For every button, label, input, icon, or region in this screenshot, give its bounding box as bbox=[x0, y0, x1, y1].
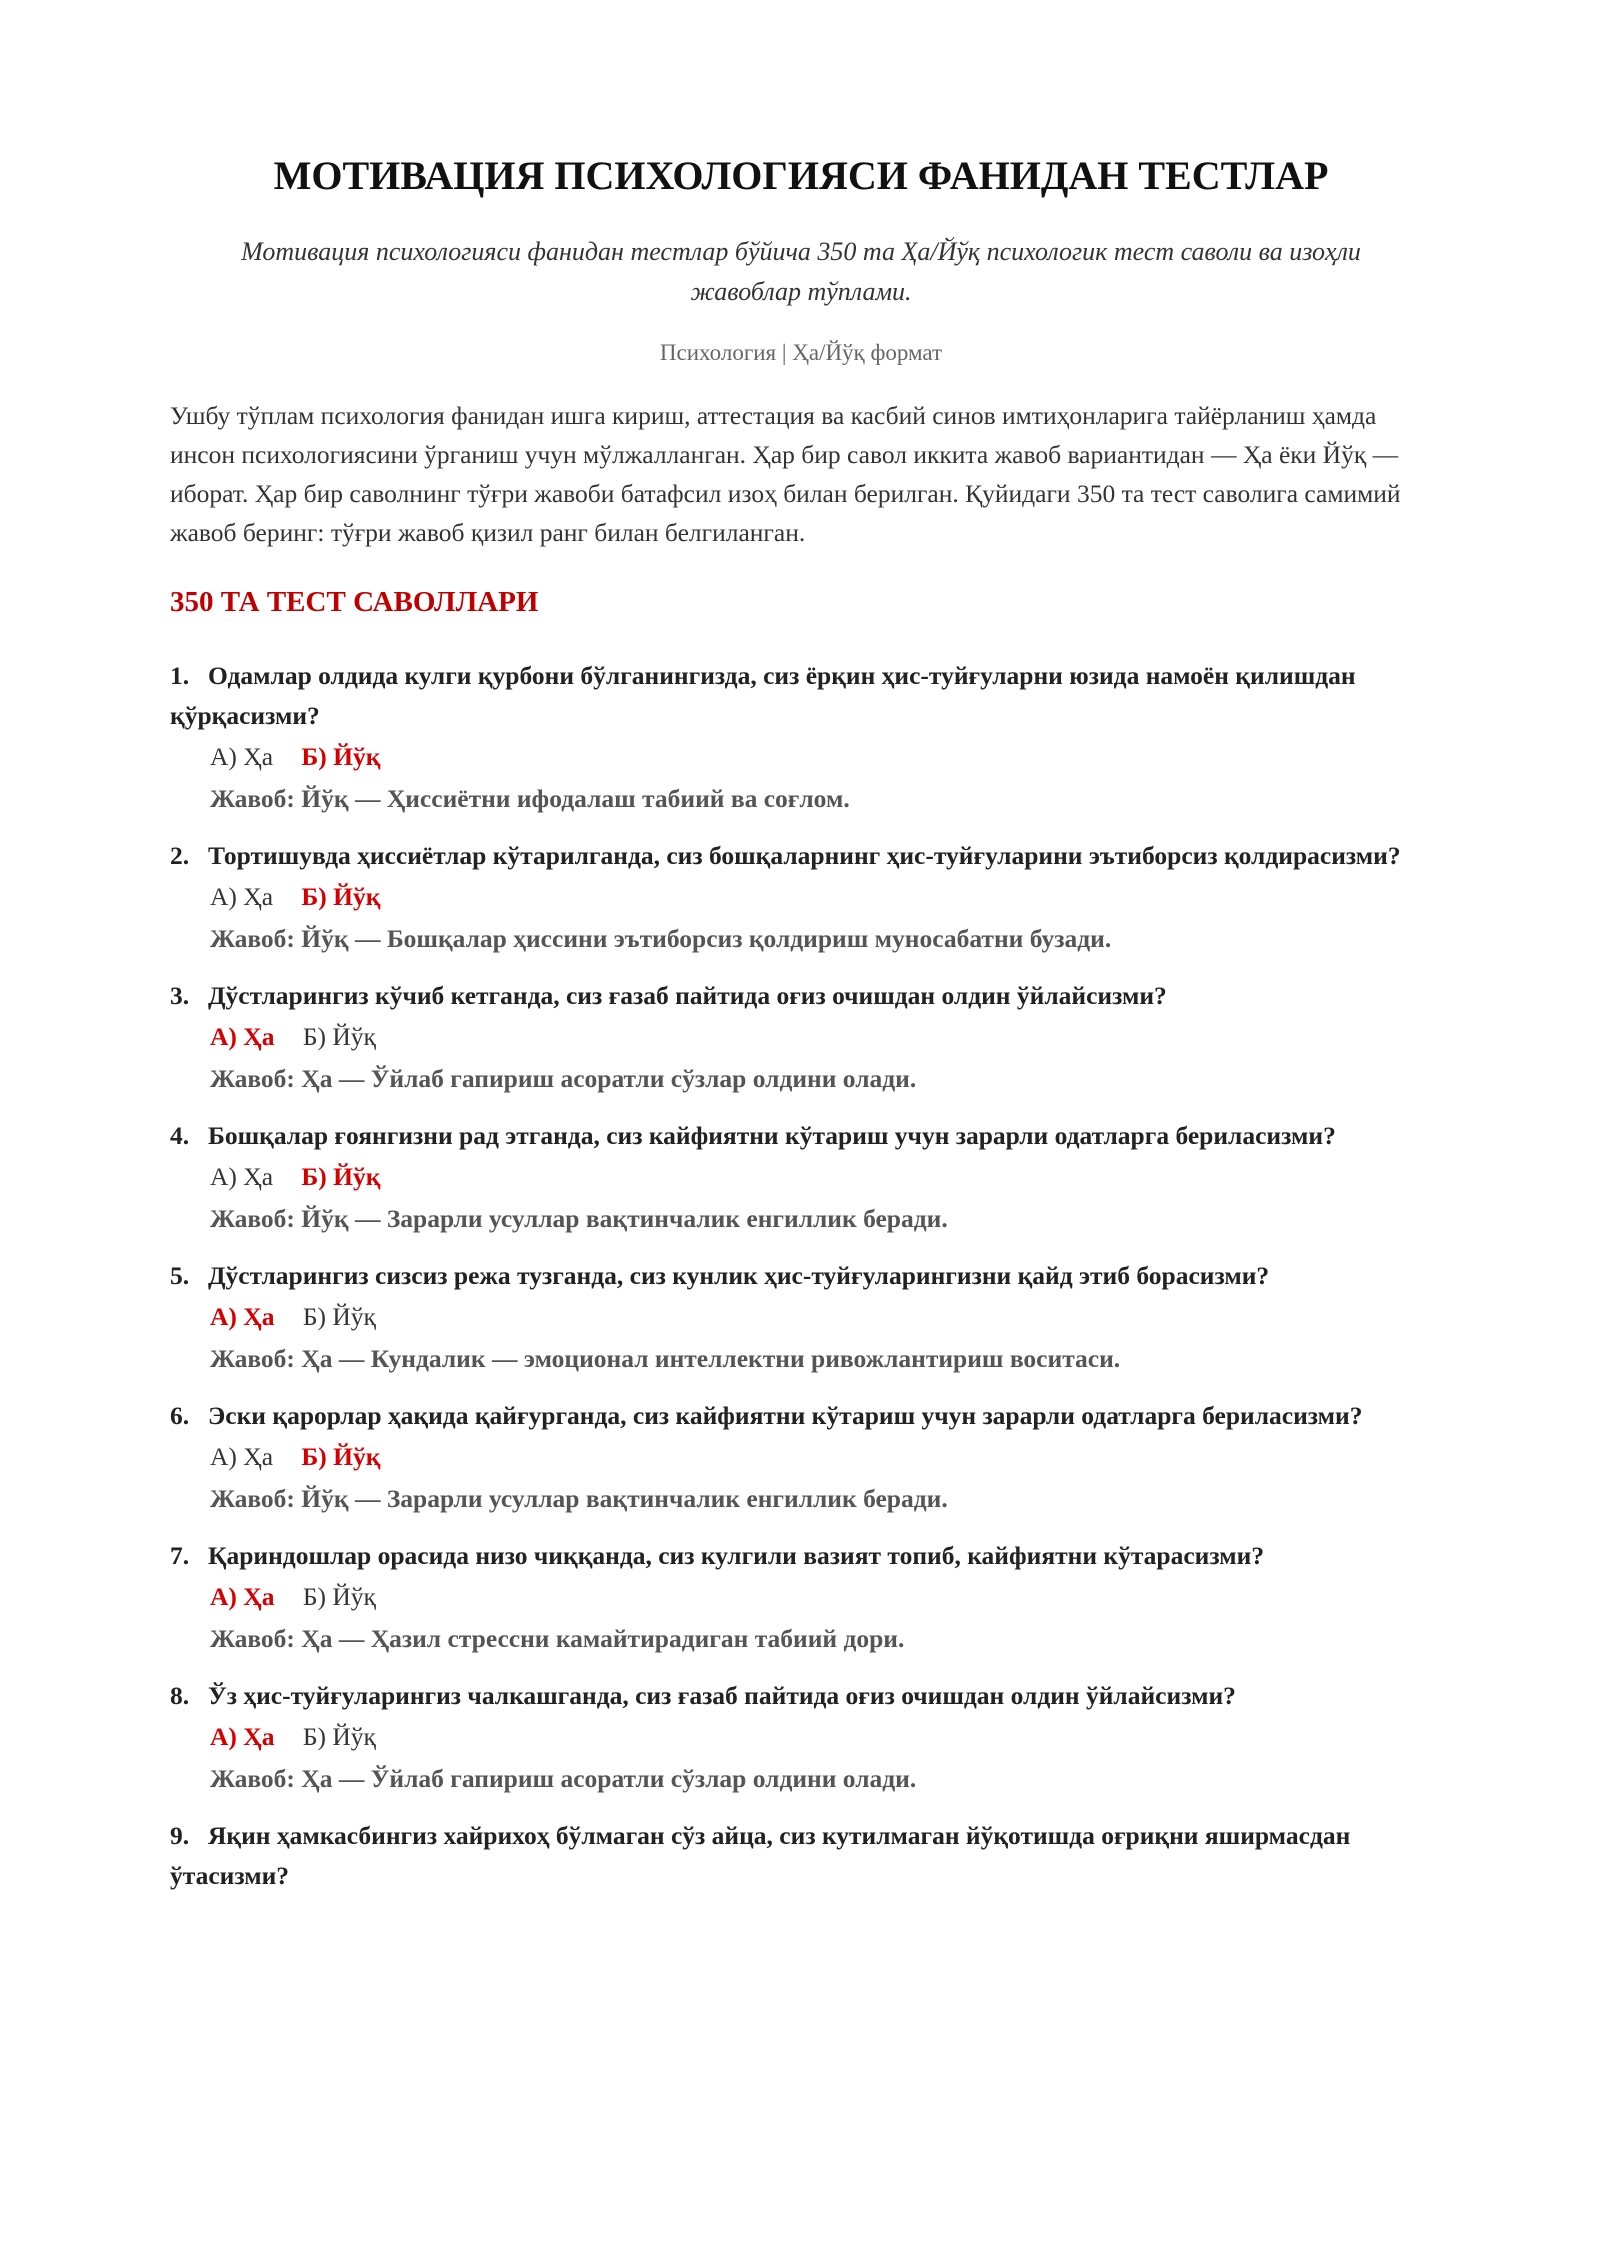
option-a[interactable]: А) Ҳа bbox=[210, 742, 274, 771]
question-item bbox=[170, 1396, 1432, 1520]
question-number: 7. bbox=[170, 1541, 190, 1570]
question-label: Дўстларингиз сизсиз режа тузганда, сиз кунлик ҳис-туйғуларингизни қайд этиб борасизми? bbox=[208, 1261, 1270, 1290]
option-a[interactable]: А) Ҳа bbox=[210, 1302, 275, 1331]
question-text bbox=[170, 1676, 1432, 1716]
answer-options bbox=[170, 1436, 1432, 1478]
option-a[interactable]: А) Ҳа bbox=[210, 1022, 275, 1051]
answer-explanation: Жавоб: Йўқ — Ҳиссиётни ифодалаш табиий ва соғлом. bbox=[210, 784, 850, 813]
section-heading: 350 ТА ТЕСТ САВОЛЛАРИ bbox=[170, 586, 539, 618]
question-number: 3. bbox=[170, 981, 190, 1010]
answer-options bbox=[170, 1576, 1432, 1618]
option-b[interactable]: Б) Йўқ bbox=[302, 1302, 376, 1331]
question-label: Одамлар олдида кулги қурбони бўлганингизда, сиз ёрқин ҳис-туйғуларни юзида намоён қилишдан қўрқасизми? bbox=[170, 661, 1356, 730]
answer-options bbox=[170, 1716, 1432, 1758]
answer-explanation: Жавоб: Йўқ — Зарарли усуллар вақтинчалик енгиллик беради. bbox=[210, 1484, 948, 1513]
question-text bbox=[170, 1536, 1432, 1576]
question-number: 5. bbox=[170, 1261, 190, 1290]
option-b[interactable]: Б) Йўқ bbox=[301, 1442, 381, 1471]
question-number: 9. bbox=[170, 1821, 190, 1850]
question-text bbox=[170, 1396, 1432, 1436]
question-text bbox=[170, 1116, 1432, 1156]
question-item bbox=[170, 1676, 1432, 1800]
question-text bbox=[170, 1816, 1432, 1896]
answer-options bbox=[170, 876, 1432, 918]
answer-options bbox=[170, 736, 1432, 778]
question-number: 2. bbox=[170, 841, 190, 870]
answer-options bbox=[170, 1296, 1432, 1338]
answer-explanation: Жавоб: Ҳа — Кундалик — эмоционал интеллектни ривожлантириш воситаси. bbox=[210, 1344, 1121, 1373]
answer-explanation: Жавоб: Ҳа — Ўйлаб гапириш асоратли сўзлар олдини олади. bbox=[210, 1764, 917, 1793]
option-b[interactable]: Б) Йўқ bbox=[302, 1722, 376, 1751]
question-label: Яқин ҳамкасбингиз хайрихоҳ бўлмаган сўз айца, сиз кутилмаган йўқотишда оғриқни яширмасдан ўтасизми? bbox=[170, 1821, 1351, 1890]
answer-explanation: Жавоб: Ҳа — Ҳазил стрессни камайтирадиган табиий дори. bbox=[210, 1624, 905, 1653]
question-item bbox=[170, 1256, 1432, 1380]
question-label: Тортишувда ҳиссиётлар кўтарилганда, сиз бошқаларнинг ҳис-туйғуларини эътиборсиз қолдирасизми? bbox=[208, 841, 1401, 870]
question-number: 4. bbox=[170, 1121, 190, 1150]
question-item bbox=[170, 976, 1432, 1100]
option-b[interactable]: Б) Йўқ bbox=[301, 742, 381, 771]
question-number: 8. bbox=[170, 1681, 190, 1710]
option-a[interactable]: А) Ҳа bbox=[210, 1442, 274, 1471]
document-page bbox=[170, 150, 1432, 1912]
question-text bbox=[170, 836, 1432, 876]
option-a[interactable]: А) Ҳа bbox=[210, 1722, 275, 1751]
option-b[interactable]: Б) Йўқ bbox=[302, 1022, 376, 1051]
answer-explanation: Жавоб: Йўқ — Зарарли усуллар вақтинчалик енгиллик беради. bbox=[210, 1204, 948, 1233]
question-item bbox=[170, 836, 1432, 960]
answer-explanation: Жавоб: Ҳа — Ўйлаб гапириш асоратли сўзлар олдини олади. bbox=[210, 1064, 917, 1093]
option-a[interactable]: А) Ҳа bbox=[210, 1162, 274, 1191]
question-label: Бошқалар ғоянгизни рад этганда, сиз кайфиятни кўтариш учун зарарли одатларга бериласизми? bbox=[208, 1121, 1336, 1150]
option-b[interactable]: Б) Йўқ bbox=[301, 882, 381, 911]
document-subtitle: Мотивация психологияси фанидан тестлар бўйича 350 та Ҳа/Йўқ психологик тест саволи ва изоҳли жавоблар тўплами. bbox=[241, 237, 1361, 306]
question-number: 1. bbox=[170, 661, 190, 690]
question-text bbox=[170, 1256, 1432, 1296]
question-item bbox=[170, 656, 1432, 820]
option-b[interactable]: Б) Йўқ bbox=[302, 1582, 376, 1611]
question-number: 6. bbox=[170, 1401, 190, 1430]
question-item bbox=[170, 1816, 1432, 1896]
question-item bbox=[170, 1536, 1432, 1660]
question-item bbox=[170, 1116, 1432, 1240]
question-label: Қариндошлар орасида низо чиққанда, сиз кулгили вазият топиб, кайфиятни кўтарасизми? bbox=[208, 1541, 1265, 1570]
question-label: Эски қарорлар ҳақида қайғурганда, сиз кайфиятни кўтариш учун зарарли одатларга бериласизми? bbox=[208, 1401, 1363, 1430]
option-a[interactable]: А) Ҳа bbox=[210, 1582, 275, 1611]
question-label: Ўз ҳис-туйғуларингиз чалкашганда, сиз ғазаб пайтида оғиз очишдан олдин ўйлайсизми? bbox=[208, 1681, 1236, 1710]
document-intro: Ушбу тўплам психология фанидан ишга кириш, аттестация ва касбий синов имтиҳонларига тайёрланиш ҳамда инсон психологиясини ўрганиш учун мўлжалланган. Ҳар бир савол иккита жавоб вариантидан — Ҳа ёки Йўқ — иборат. Ҳар бир саволнинг тўғри жавоби батафсил изоҳ билан берилган. Қуйидаги 350 та тест саволига самимий жавоб беринг: тўғри жавоб қизил ранг билан белгиланган. bbox=[170, 401, 1401, 547]
answer-explanation: Жавоб: Йўқ — Бошқалар ҳиссини эътиборсиз қолдириш муносабатни бузади. bbox=[210, 924, 1112, 953]
answer-options bbox=[170, 1156, 1432, 1198]
option-b[interactable]: Б) Йўқ bbox=[301, 1162, 381, 1191]
document-title: МОТИВАЦИЯ ПСИХОЛОГИЯСИ ФАНИДАН ТЕСТЛАР bbox=[273, 153, 1329, 198]
document-meta: Психология | Ҳа/Йўқ формат bbox=[659, 340, 943, 365]
question-label: Дўстларингиз кўчиб кетганда, сиз ғазаб пайтида оғиз очишдан олдин ўйлайсизми? bbox=[208, 981, 1167, 1010]
question-text bbox=[170, 656, 1432, 736]
question-list bbox=[170, 656, 1432, 1896]
answer-options bbox=[170, 1016, 1432, 1058]
question-text bbox=[170, 976, 1432, 1016]
option-a[interactable]: А) Ҳа bbox=[210, 882, 274, 911]
